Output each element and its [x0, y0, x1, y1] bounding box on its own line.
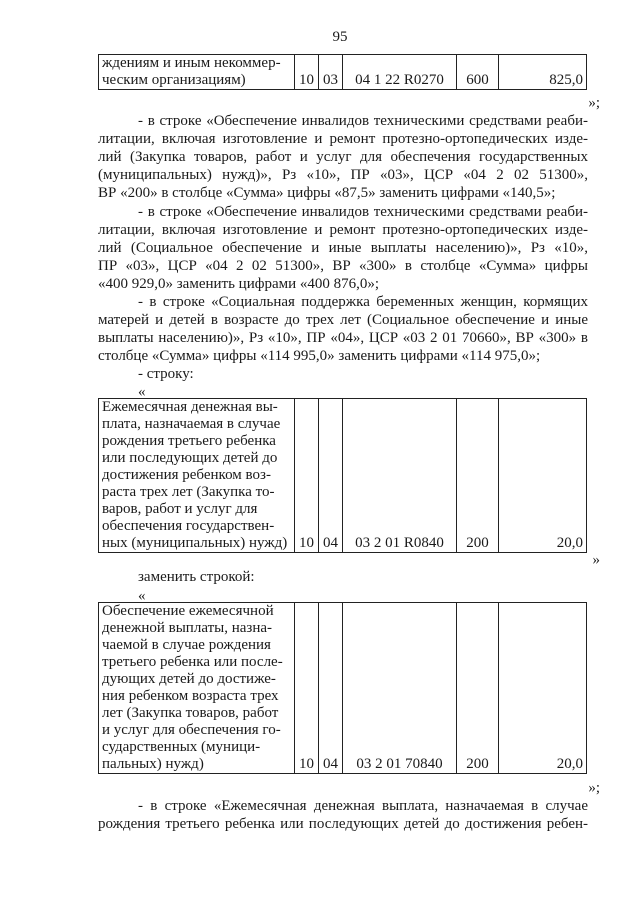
text-line: столбце «Сумма» цифры «114 995,0» заменить цифрами «114 975,0»; [98, 348, 541, 364]
table-row [99, 55, 587, 90]
table-row [99, 603, 587, 774]
paragraph-2 [98, 203, 588, 293]
pr-cell: 03 [319, 55, 343, 90]
vr-cell: 200 [457, 603, 499, 774]
csr-cell: 03 2 01 R0840 [343, 399, 457, 553]
budget-table-old-row [98, 398, 587, 553]
row-name-cell [99, 55, 295, 90]
closing-quote: »; [588, 95, 600, 111]
row-name-line: обеспечения государствен- [102, 518, 275, 534]
text-line: матерей и детей в возрасте до трех лет (Социальное обеспечение и иные [98, 312, 588, 328]
row-name-line: дующих детей до достиже- [102, 671, 276, 687]
text-line: выплаты населению)», Рз «10», ПР «04», ЦСР «03 2 01 70660», ВР «300» в [98, 330, 588, 346]
closing-quote: » [592, 552, 600, 568]
sum-cell: 20,0 [499, 603, 587, 774]
row-name-line: достижения ребенком воз- [102, 467, 271, 483]
vr-cell: 200 [457, 399, 499, 553]
text-line: - в строке «Социальная поддержка беременных женщин, кормящих [138, 294, 588, 310]
text-line: ВР «200» в столбце «Сумма» цифры «87,5» заменить цифрами «140,5»; [98, 185, 556, 201]
text-line: «400 929,0» заменить цифрами «400 876,0»; [98, 276, 380, 292]
table-row [99, 399, 587, 553]
row-name-line: третьего ребенка или после- [102, 654, 283, 670]
text-line: литации, включая изготовление и ремонт протезно-ортопедических изде- [98, 222, 588, 238]
row-name-line: Ежемесячная денежная вы- [102, 399, 278, 415]
budget-table-top [98, 54, 587, 90]
paragraph-3 [98, 293, 588, 365]
sum-cell: 825,0 [499, 55, 587, 90]
text-line: - в строке «Обеспечение инвалидов техническими средствами реаби- [138, 204, 588, 220]
budget-table-new-row [98, 602, 587, 774]
vr-cell: 600 [457, 55, 499, 90]
paragraph-1 [98, 112, 588, 202]
row-name-line: лет (Закупка товаров, работ [102, 705, 279, 721]
rz-cell: 10 [295, 603, 319, 774]
open-quote: « [138, 588, 146, 604]
rz-cell: 10 [295, 55, 319, 90]
row-name-line: ния ребенком возраста трех [102, 688, 279, 704]
open-quote: « [138, 384, 146, 400]
closing-quote: »; [588, 780, 600, 796]
text-line: рождения третьего ребенка или последующих детей до достижения ребен- [98, 816, 588, 832]
replace-label: заменить строкой: [138, 569, 255, 585]
row-name-line: пальных) нужд) [102, 756, 204, 772]
pr-cell: 04 [319, 603, 343, 774]
row-name-line: чаемой в случае рождения [102, 637, 271, 653]
row-name-line: сударственных (муници- [102, 739, 261, 755]
row-name-line: раста трех лет (Закупка то- [102, 484, 275, 500]
paragraph-final [98, 797, 588, 833]
pr-cell: 04 [319, 399, 343, 553]
text-line: - в строке «Ежемесячная денежная выплата, назначаемая в случае [138, 798, 588, 814]
row-name-line: плата, назначаемая в случае [102, 416, 281, 432]
text-line: лий (Социальное обеспечение и иные выплаты населению)», Рз «10», [98, 240, 588, 256]
row-name-line: ных (муниципальных) нужд) [102, 535, 288, 551]
row-name-cell [99, 399, 295, 553]
rz-cell: 10 [295, 399, 319, 553]
row-name-line: Обеспечение ежемесячной [102, 603, 274, 619]
text-line: лий (Закупка товаров, работ и услуг для обеспечения государственных [98, 149, 588, 165]
text-line: литации, включая изготовление и ремонт протезно-ортопедических изде- [98, 131, 588, 147]
row-name-line: ждениям и иным некоммер- [102, 55, 281, 71]
sum-cell: 20,0 [499, 399, 587, 553]
row-name-cell [99, 603, 295, 774]
csr-cell: 04 1 22 R0270 [343, 55, 457, 90]
row-name-line: и услуг для обеспечения го- [102, 722, 281, 738]
row-name-line: или последующих детей до [102, 450, 278, 466]
row-name-line: денежной выплаты, назна- [102, 620, 273, 636]
text-line: (муниципальных) нужд)», Рз «10», ПР «03», ЦСР «04 2 02 51300», [98, 167, 588, 183]
stroku-label: - строку: [138, 366, 194, 382]
csr-cell: 03 2 01 70840 [343, 603, 457, 774]
row-name-line: рождения третьего ребенка [102, 433, 276, 449]
page-number: 95 [332, 29, 348, 45]
row-name-line: варов, работ и услуг для [102, 501, 258, 517]
row-name-line: ческим организациям) [102, 72, 246, 88]
text-line: - в строке «Обеспечение инвалидов техническими средствами реаби- [138, 113, 588, 129]
text-line: ПР «03», ЦСР «04 2 02 51300», ВР «300» в столбце «Сумма» цифры [98, 258, 588, 274]
